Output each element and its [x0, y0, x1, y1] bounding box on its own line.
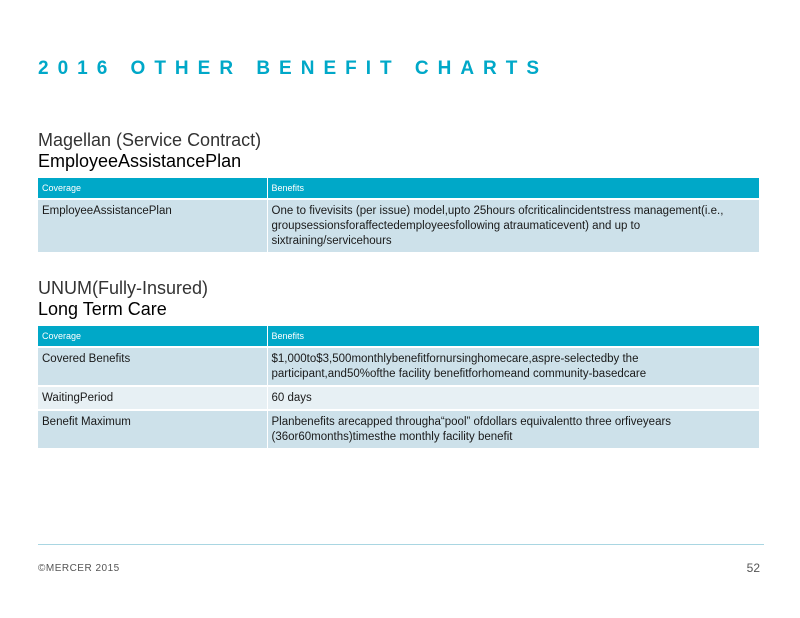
copyright: ©MERCER 2015	[38, 563, 120, 574]
ltc-section	[38, 278, 759, 448]
coverage-cell: EmployeeAssistancePlan	[38, 199, 267, 252]
table-row	[38, 386, 759, 410]
ltc-provider-heading: UNUM(Fully-Insured)	[38, 278, 209, 298]
ltc-plan-heading: Long Term Care	[38, 299, 167, 319]
coverage-column-header: Coverage	[38, 326, 267, 347]
page-number: 52	[746, 561, 760, 575]
coverage-cell: Benefit Maximum	[38, 410, 267, 448]
table-header-row	[38, 326, 759, 347]
footer-divider	[38, 544, 764, 545]
table-header-row	[38, 178, 759, 199]
table-row	[38, 199, 759, 252]
eap-plan-heading: EmployeeAssistancePlan	[38, 151, 242, 171]
eap-table	[38, 178, 759, 252]
benefits-cell: Planbenefits arecapped througha“pool” ofdollars equivalentto three orfiveyears (36or60months)timesthe monthly facility benefit	[267, 410, 759, 448]
table-row	[38, 410, 759, 448]
benefits-column-header: Benefits	[267, 326, 759, 347]
benefits-cell: $1,000to$3,500monthlybenefitfornursinghomecare,aspre-selectedby the participant,and50%ofthe facility benefitforhomeand community-basedcare	[267, 347, 759, 386]
ltc-table	[38, 326, 759, 448]
benefits-cell: 60 days	[267, 386, 759, 410]
benefits-column-header: Benefits	[267, 178, 759, 199]
eap-provider-heading: Magellan (Service Contract)	[38, 130, 262, 150]
slide-title: 2016 OTHER BENEFIT CHARTS	[38, 58, 549, 79]
table-row	[38, 347, 759, 386]
eap-section	[38, 130, 759, 252]
benefits-cell: One to fivevisits (per issue) model,upto 25hours ofcriticalincidentstress management(i.e., groupsessionsforaffectedemployeesfollowing atraumaticevent) and up to sixtraining/servicehours	[267, 199, 759, 252]
coverage-cell: Covered Benefits	[38, 347, 267, 386]
coverage-column-header: Coverage	[38, 178, 267, 199]
coverage-cell: WaitingPeriod	[38, 386, 267, 410]
